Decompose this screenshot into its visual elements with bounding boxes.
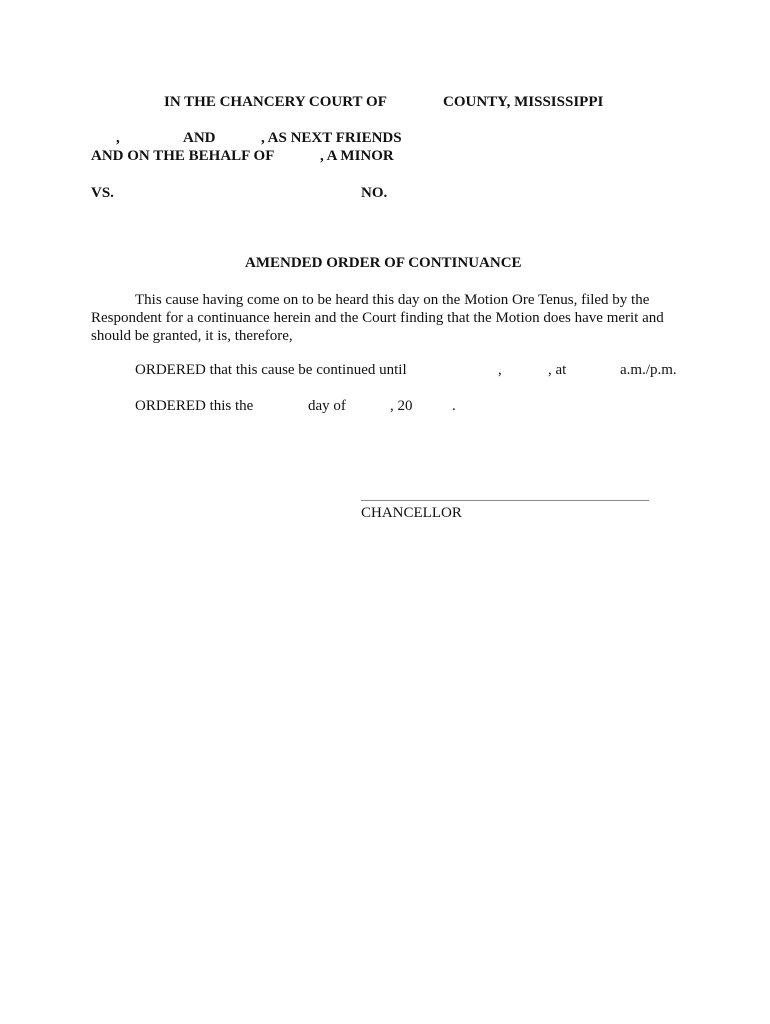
signature-label: CHANCELLOR	[361, 505, 462, 521]
body-paragraph	[91, 291, 681, 345]
ordered-date-day-of: day of	[308, 398, 346, 414]
body-line-3: should be granted, it is, therefore,	[91, 328, 293, 344]
body-line-2: Respondent for a continuance herein and the Court finding that the Motion does have merit and	[91, 310, 664, 326]
ordered-continued-at: , at	[548, 362, 567, 378]
versus-label: VS.	[91, 185, 114, 201]
order-title: AMENDED ORDER OF CONTINUANCE	[245, 255, 522, 271]
party-line2-minor: , A MINOR	[320, 148, 394, 164]
ordered-continued-text: ORDERED that this cause be continued until	[135, 362, 407, 378]
case-number-label: NO.	[361, 185, 388, 201]
signature-line	[361, 500, 649, 501]
ordered-date-text: ORDERED this the	[135, 398, 254, 414]
party-line2-behalf: AND ON THE BEHALF OF	[91, 148, 275, 164]
party-line1-next-friends: , AS NEXT FRIENDS	[261, 130, 402, 146]
ordered-date-year-prefix: , 20	[390, 398, 413, 414]
ordered-continued-ampm: a.m./p.m.	[620, 362, 677, 378]
body-line-1: This cause having come on to be heard this day on the Motion Ore Tenus, filed by the	[135, 292, 650, 308]
court-caption-prefix: IN THE CHANCERY COURT OF	[164, 94, 387, 110]
party-line1-comma: ,	[116, 130, 120, 146]
ordered-date-period: .	[452, 398, 456, 414]
court-caption-suffix: COUNTY, MISSISSIPPI	[443, 94, 604, 110]
ordered-continued-comma: ,	[498, 362, 502, 378]
party-line1-and: AND	[183, 130, 216, 146]
